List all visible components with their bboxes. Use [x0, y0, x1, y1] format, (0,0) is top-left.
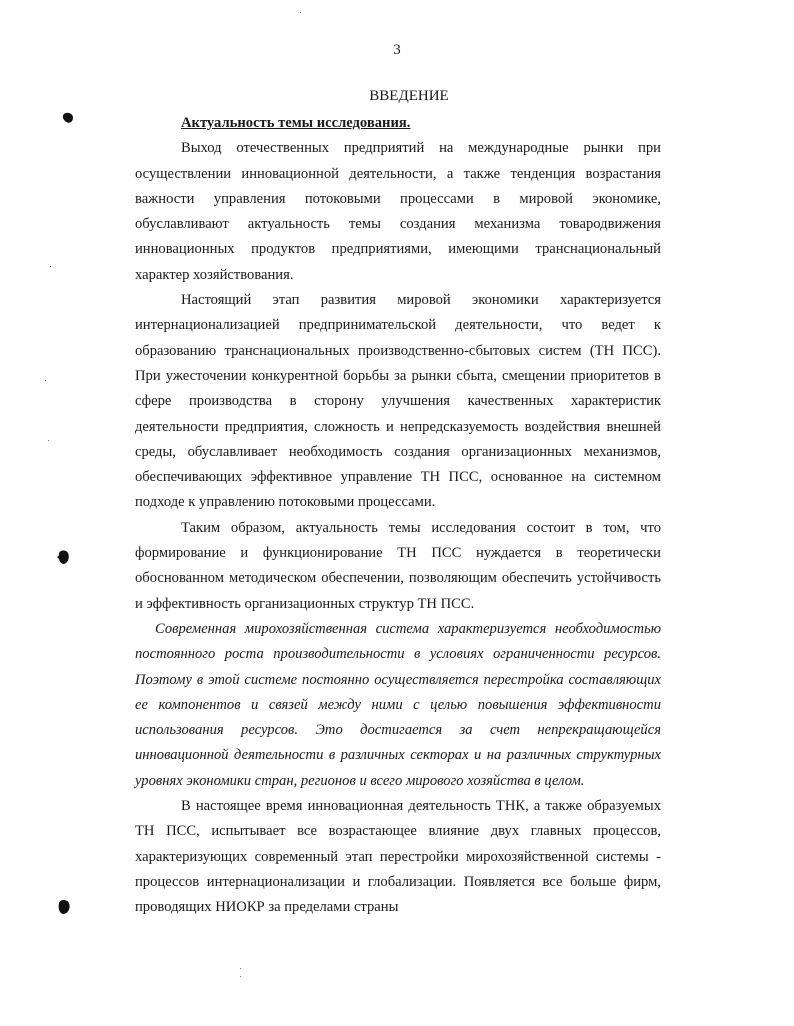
paragraph: Таким образом, актуальность темы исследования состоит в том, что формирование и функционирование ТН ПСС нуждается в теоретически обоснованном методическом обеспечении, позволяющим обеспечить устойчивость и эффективность организационных структур ТН ПСС.: [135, 519, 661, 612]
scan-speck: [240, 976, 241, 977]
scan-speck: [300, 12, 301, 13]
scan-speck: [48, 440, 49, 441]
paragraph: Выход отечественных предприятий на международные рынки при осуществлении инновационной деятельности, а также тенденция возрастания важности управления потоковыми процессами в мировой экономике, обуславливают актуальность темы создания механизма товародвижения инновационных продуктов предприятиями, имеющими транснациональный характер хозяйствования.: [135, 140, 661, 283]
page-number: 3: [393, 42, 401, 58]
paragraph: В настоящее время инновационная деятельность ТНК, а также образуемых ТН ПСС, испытывает все возрастающее влияние двух главных процессов, характеризующих современный этап перестройки мирохозяйственной системы - процессов интернационализации и глобализации. Появляется все больше фирм, проводящих НИОКР за пределами страны: [135, 798, 661, 916]
body-text: [135, 111, 661, 921]
ink-blot-icon: [56, 548, 72, 566]
section-title: ВВЕДЕНИЕ: [369, 88, 449, 104]
paragraph: Настоящий этап развития мировой экономики характеризуется интернационализацией предпринимательской деятельности, что ведет к образованию транснациональных производственно-сбытовых систем (ТН ПСС). При ужесточении конкурентной борьбы за рынки сбыта, смещении приоритетов в сфере производства в сторону улучшения качественных характеристик деятельности предприятия, сложность и непредсказуемость воздействия внешней среды, обуславливает необходимость создания организационных механизмов, обеспечивающих эффективное управление ТН ПСС, основанное на системном подходе к управлению потоковыми процессами.: [135, 292, 661, 511]
ink-blot-icon: [60, 110, 76, 126]
scan-speck: [50, 266, 51, 267]
ink-blot-icon: [56, 898, 72, 916]
scan-speck: [45, 380, 46, 381]
scan-speck: [240, 968, 241, 969]
paragraph: Современная мирохозяйственная система характеризуется необходимостью постоянного роста производительности в условиях ограниченности ресурсов. Поэтому в этой системе постоянно осуществляется перестройка составляющих ее компонентов и связей между ними с целью повышения эффективности использования ресурсов. Это достигается за счет непрекращающейся инновационной деятельности в различных секторах и на различных структурных уровнях экономики стран, регионов и всего мирового хозяйства в целом.: [135, 620, 661, 789]
subheading: Актуальность темы исследования.: [181, 115, 411, 131]
